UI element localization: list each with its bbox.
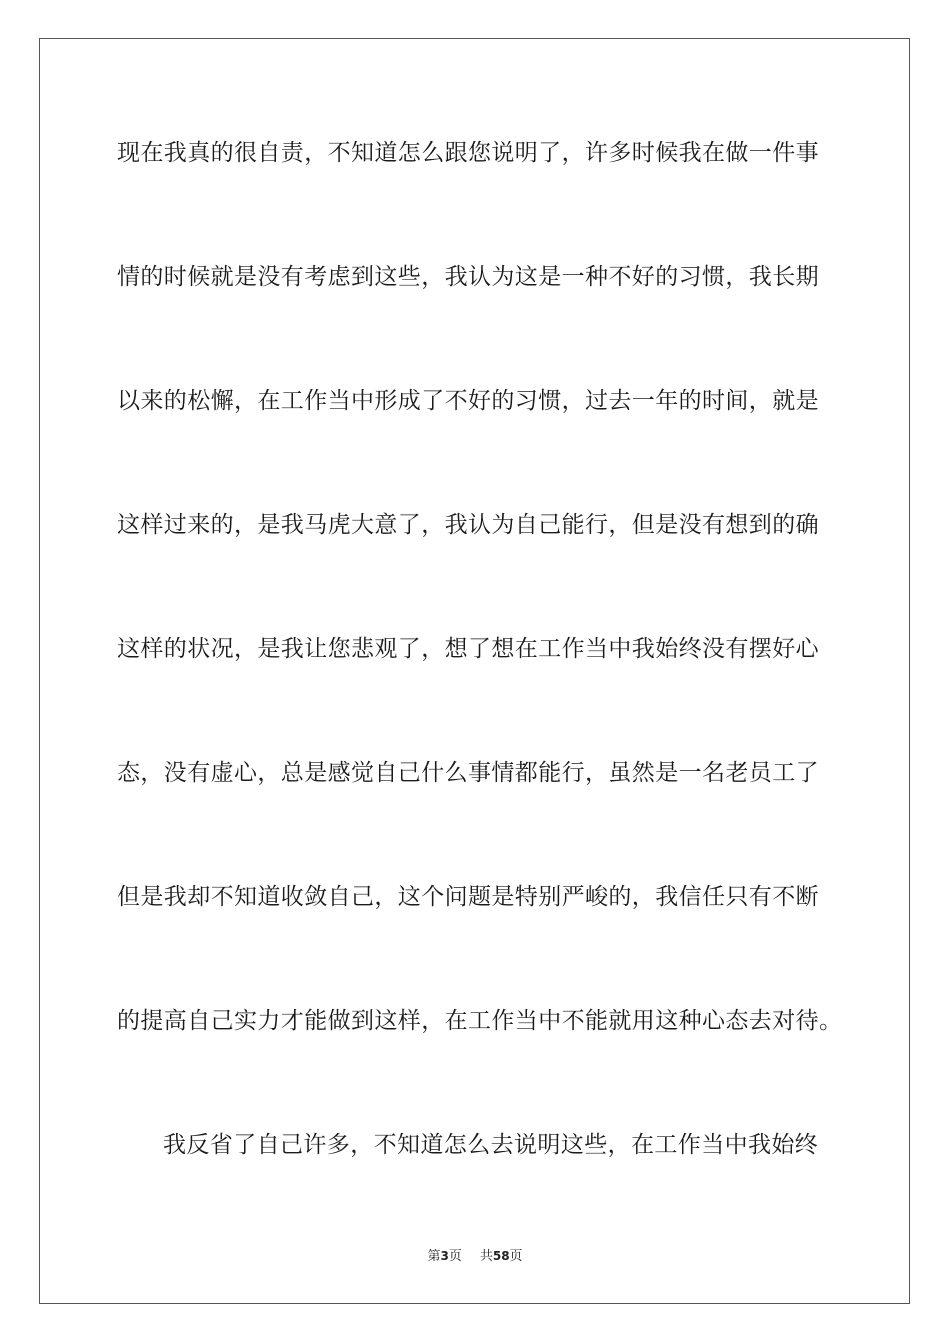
text-line: 的提高自己实力才能做到这样，在工作当中不能就用这种心态去对待。 (117, 1008, 843, 1034)
page-prefix: 第 (427, 1249, 441, 1264)
text-line: 但是我却不知道收敛自己，这个问题是特别严峻的，我信任只有不断 (117, 884, 819, 910)
text-line: 这样过来的，是我马虎大意了，我认为自己能行，但是没有想到的确 (117, 512, 819, 538)
total-prefix: 共 (479, 1249, 493, 1264)
page-suffix: 页 (448, 1249, 462, 1264)
page-number: 3 (440, 1249, 449, 1263)
page-footer (0, 1247, 950, 1266)
text-line: 情的时候就是没有考虑到这些，我认为这是一种不好的习惯，我长期 (117, 264, 819, 290)
paragraph-start-line: 我反省了自己许多，不知道怎么去说明这些，在工作当中我始终 (163, 1132, 819, 1158)
text-line: 这样的状况，是我让您悲观了，想了想在工作当中我始终没有摆好心 (117, 636, 819, 662)
total-pages: 58 (492, 1249, 510, 1263)
text-line: 态，没有虚心，总是感觉自己什么事情都能行，虽然是一名老员工了 (117, 760, 819, 786)
page-border (39, 38, 910, 1304)
text-line: 现在我真的很自责，不知道怎么跟您说明了，许多时候我在做一件事 (117, 140, 819, 166)
text-line: 以来的松懈，在工作当中形成了不好的习惯，过去一年的时间，就是 (117, 388, 819, 414)
total-suffix: 页 (509, 1249, 523, 1264)
